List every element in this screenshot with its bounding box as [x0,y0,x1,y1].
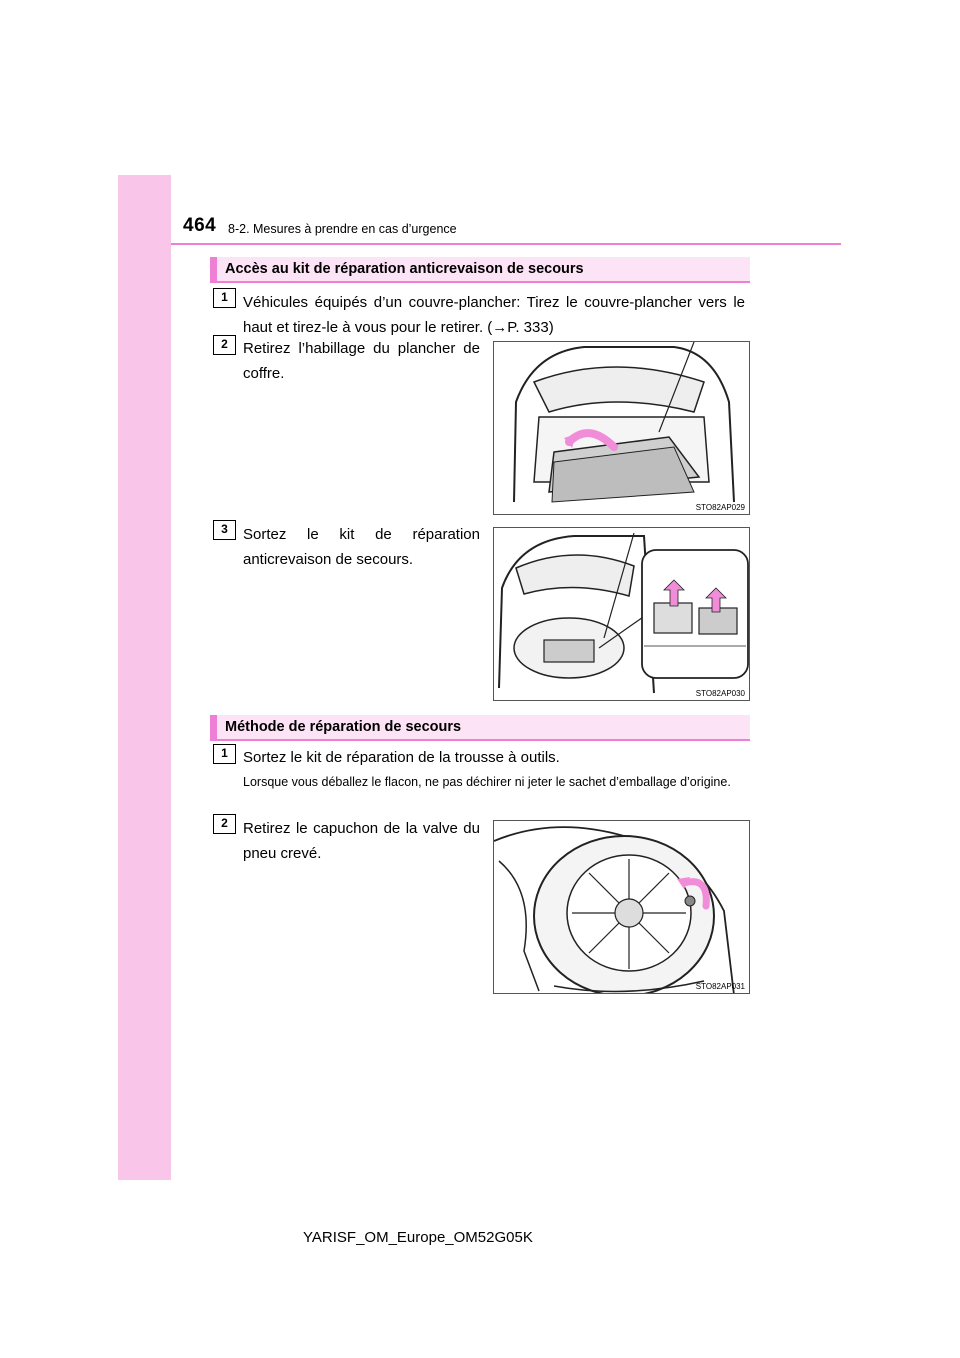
figure-code: STO82AP029 [695,503,745,512]
figure-valve-cap-removal [493,820,750,994]
section-heading-repair-method [210,715,750,741]
figure-code: STO82AP031 [695,982,745,991]
step-number-box: 2 [213,335,236,355]
page-number: 464 [183,215,217,236]
section-title: Accès au kit de réparation anticrevaison de secours [225,261,584,277]
figure-code: STO82AP030 [695,689,745,698]
step-note: Lorsque vous déballez le flacon, ne pas déchirer ni jeter le sachet d’emballage d’origine. [243,775,731,789]
step-text: Véhicules équipés d’un couvre-plancher: Tirez le couvre-plancher vers le haut et tirez-le à vous pour le retirer. (→P. 333) [243,294,745,336]
step-text: Sortez le kit de réparation anticrevaison de secours. [243,526,480,568]
step-text: Retirez le capuchon de la valve du pneu crevé. [243,820,480,862]
step-text: Sortez le kit de réparation de la trousse à outils. [243,749,560,766]
section-heading-access [210,257,750,283]
step-number-box: 3 [213,520,236,540]
repair-kit-illustration [494,528,750,701]
side-color-band [118,175,171,1180]
step-text: Retirez l’habillage du plancher de coffre. [243,340,480,382]
running-head: 8-2. Mesures à prendre en cas d’urgence [228,222,457,236]
header-rule [171,243,841,245]
figure-repair-kit-removal [493,527,750,701]
figure-trunk-floor-board [493,341,750,515]
trunk-floor-illustration [494,342,750,515]
footer-document-code: YARISF_OM_Europe_OM52G05K [303,1229,533,1246]
section-title: Méthode de réparation de secours [225,719,462,735]
step-number-box: 2 [213,814,236,834]
tire-valve-illustration [494,821,750,994]
step-number-box: 1 [213,744,236,764]
step-number-box: 1 [213,288,236,308]
